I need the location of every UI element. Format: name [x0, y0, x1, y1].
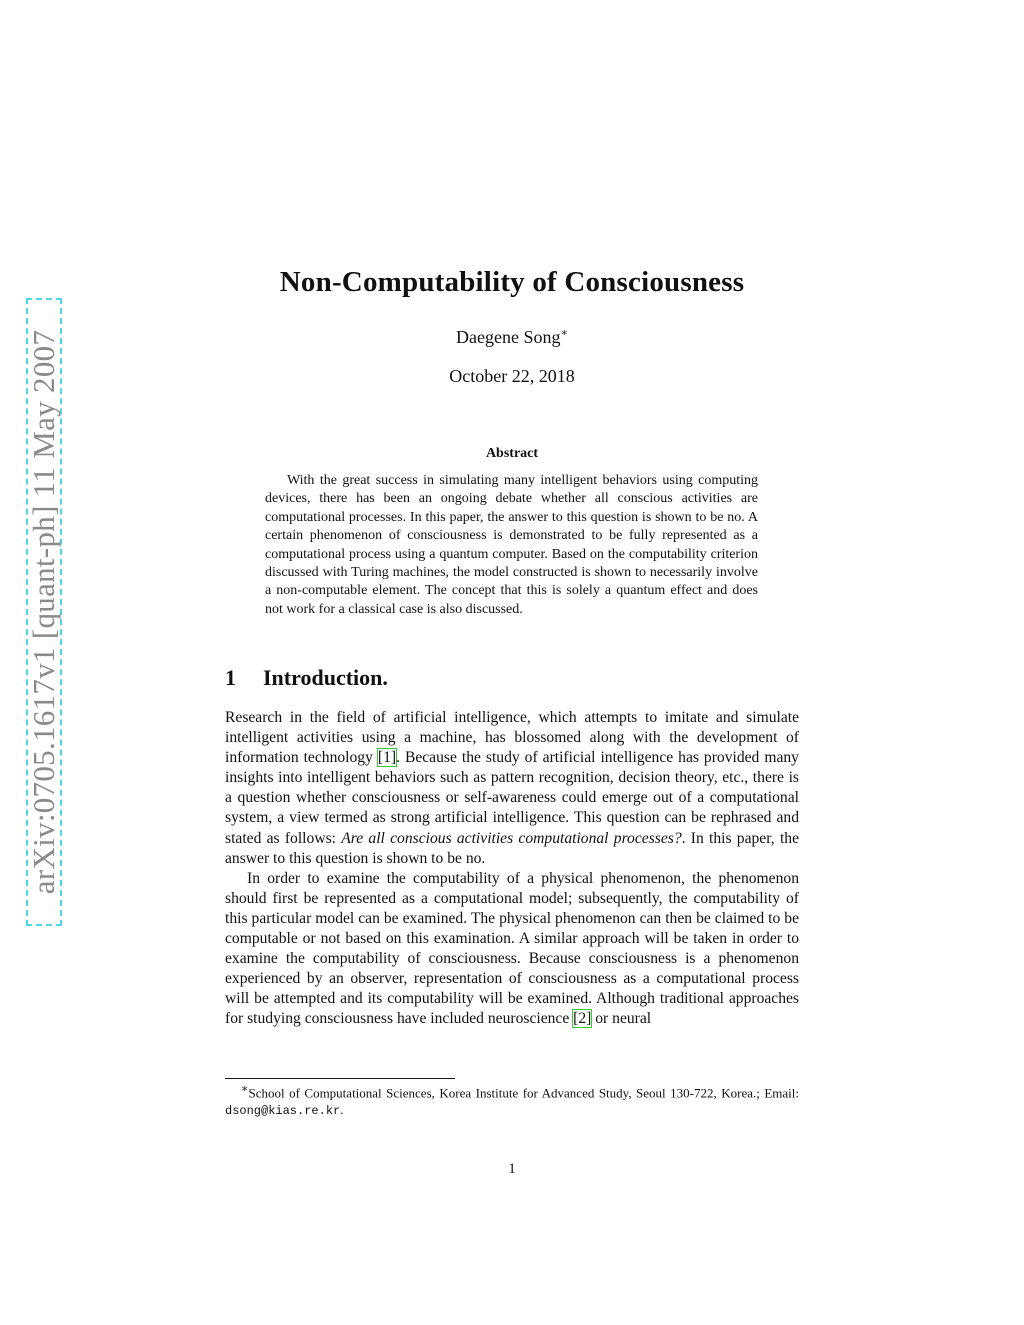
paper-title: Non-Computability of Consciousness	[279, 266, 745, 298]
paper-date: October 22, 2018	[449, 366, 575, 386]
citation-link-2[interactable]: [2]	[573, 1010, 592, 1028]
footnote-rule	[225, 1078, 455, 1079]
paragraph-2-part-2: or neural	[591, 1010, 652, 1028]
abstract-text: With the great success in simulating many intelligent behaviors using computing devices, there has been an ongoing debate whether all conscious activities are computational processes. In this paper, the answer to this question is shown to be no. A certain phenomenon of consciousness is demonstrated to be fully represented as a computational process using a quantum computer. Based on the computability criterion discussed with Turing machines, the model constructed is shown to necessarily involve a non-computable element. The concept that this is solely a quantum effect and does not work for a classical case is also discussed.	[265, 473, 758, 617]
footnote-text: School of Computational Sciences, Korea Institute for Advanced Study, Seoul 130-722, Korea.; Email:	[248, 1085, 799, 1101]
author-email[interactable]: dsong@kias.re.kr	[225, 1104, 341, 1119]
paragraph-1-part-1: Research in the field of artificial intelligence, which attempts to imitate and simulate intelligent activities using a machine, has blossomed along with the development of information technology	[225, 709, 799, 767]
citation-link-1[interactable]: [1]	[377, 749, 397, 767]
section-number: 1	[225, 665, 236, 690]
research-question: Are all conscious activities computational processes?	[341, 829, 682, 847]
author-name: Daegene Song	[456, 327, 561, 347]
paragraph-1	[225, 708, 799, 869]
author-line	[0, 326, 1024, 348]
abstract-heading: Abstract	[485, 446, 539, 461]
footnote-end: .	[340, 1102, 344, 1118]
section-heading	[225, 665, 388, 691]
body-text	[225, 708, 799, 1030]
footnote	[225, 1081, 799, 1120]
paragraph-1-part-2: . Because the study of artificial intelligence has provided many insights into intelligent behaviors such as pattern recognition, decision theory, etc., there is a question whether consciousness or self-awareness could emerge out of a computational system, a view termed as strong artificial intelligence. This question can be rephrased and stated as follows:	[225, 749, 799, 847]
paragraph-2-part-1: In order to examine the computability of a physical phenomenon, the phenomenon should first be represented as a computational model; subsequently, the computability of this particular model can be examined. The physical phenomenon can then be claimed to be computable or not based on this examination. A similar approach will be taken in order to examine the computability of consciousness. Because consciousness is a phenomenon experienced by an observer, representation of consciousness as a computational process will be attempted and its computability will be examined. Although traditional approaches for studying consciousness have included neuroscience	[225, 869, 799, 1028]
footnote-mark: ∗	[241, 1083, 249, 1095]
page-number: 1	[508, 1161, 516, 1177]
paragraph-1-part-3: . In this paper, the answer to this question is shown to be no.	[225, 829, 800, 867]
section-title: Introduction.	[263, 665, 388, 690]
arxiv-stamp[interactable]: arXiv:0705.1617v1 [quant-ph] 11 May 2007	[26, 329, 61, 895]
author-footnote-mark[interactable]: ∗	[560, 327, 568, 339]
paragraph-2	[225, 869, 799, 1030]
